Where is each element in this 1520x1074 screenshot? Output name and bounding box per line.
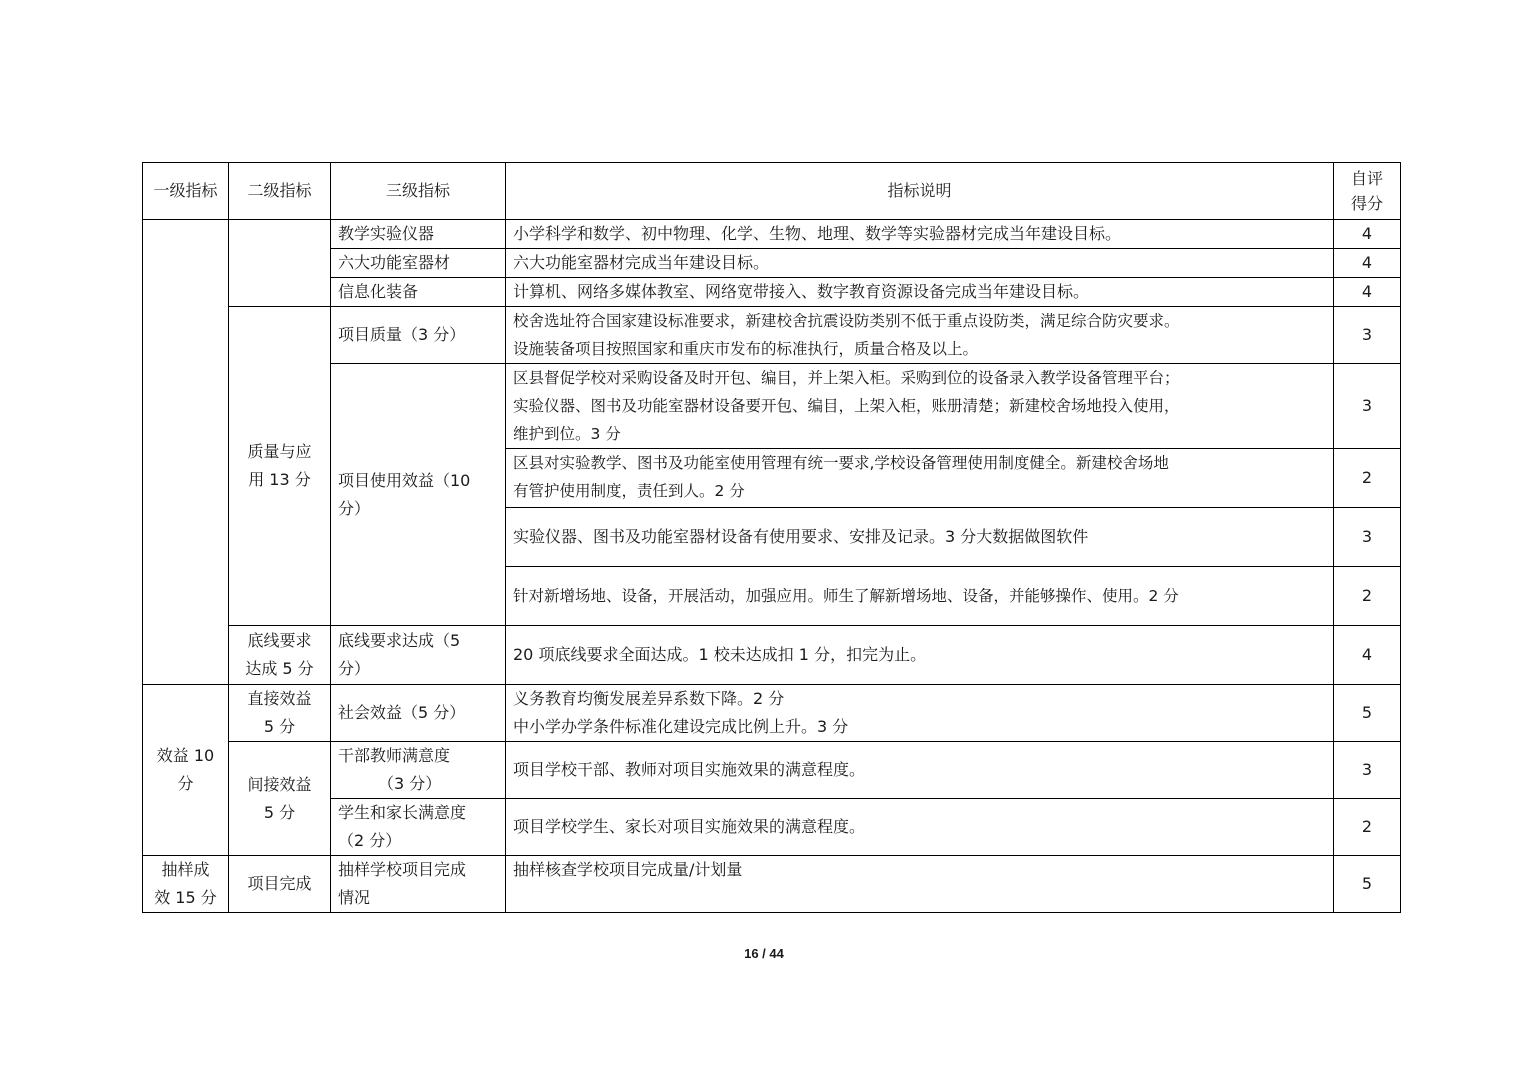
level3-cell: 社会效益（5 分） xyxy=(331,685,506,742)
description-cell: 针对新增场地、设备，开展活动，加强应用。师生了解新增场地、设备，并能够操作、使用。2 分 xyxy=(506,567,1334,626)
score-cell: 2 xyxy=(1334,799,1401,856)
level1-sampling-cell: 抽样成 效 15 分 xyxy=(143,856,229,913)
level3-cell: 底线要求达成（5 分） xyxy=(331,626,506,685)
table-row xyxy=(143,799,1401,856)
level3-usage-cell: 项目使用效益（10 分） xyxy=(331,364,506,626)
description-cell: 抽样核查学校项目完成量/计划量 xyxy=(506,856,1334,913)
page-number: 16 / 44 xyxy=(744,946,784,961)
table-row xyxy=(143,856,1401,913)
header-row xyxy=(143,163,1401,220)
score-cell: 4 xyxy=(1334,626,1401,685)
header-level3: 三级指标 xyxy=(331,163,506,220)
table-row xyxy=(143,278,1401,307)
score-cell: 3 xyxy=(1334,508,1401,567)
level2-cell: 直接效益 5 分 xyxy=(229,685,331,742)
score-cell: 4 xyxy=(1334,278,1401,307)
score-cell: 4 xyxy=(1334,220,1401,249)
level2-quality-cell: 质量与应 用 13 分 xyxy=(229,307,331,626)
level3-cell: 干部教师满意度 （3 分） xyxy=(331,742,506,799)
level3-cell: 教学实验仪器 xyxy=(331,220,506,249)
description-cell: 项目学校学生、家长对项目实施效果的满意程度。 xyxy=(506,799,1334,856)
header-description: 指标说明 xyxy=(506,163,1334,220)
level1-benefit-cell: 效益 10 分 xyxy=(143,685,229,856)
header-level2: 二级指标 xyxy=(229,163,331,220)
score-cell: 4 xyxy=(1334,249,1401,278)
level2-cell: 项目完成 xyxy=(229,856,331,913)
description-cell: 计算机、网络多媒体教室、网络宽带接入、数字教育资源设备完成当年建设目标。 xyxy=(506,278,1334,307)
header-level1: 一级指标 xyxy=(143,163,229,220)
table-row xyxy=(143,307,1401,364)
score-cell: 2 xyxy=(1334,449,1401,508)
table-row xyxy=(143,685,1401,742)
level2-cell-empty xyxy=(229,220,331,307)
score-cell: 5 xyxy=(1334,856,1401,913)
description-cell: 20 项底线要求全面达成。1 校未达成扣 1 分，扣完为止。 xyxy=(506,626,1334,685)
table-row xyxy=(143,220,1401,249)
level1-cell-empty xyxy=(143,220,229,685)
description-cell: 校舍选址符合国家建设标准要求，新建校舍抗震设防类别不低于重点设防类，满足综合防灾要求。 设施装备项目按照国家和重庆市发布的标准执行，质量合格及以上。 xyxy=(506,307,1334,364)
level2-cell: 底线要求 达成 5 分 xyxy=(229,626,331,685)
description-cell: 小学科学和数学、初中物理、化学、生物、地理、数学等实验器材完成当年建设目标。 xyxy=(506,220,1334,249)
score-cell: 3 xyxy=(1334,364,1401,449)
description-cell: 义务教育均衡发展差异系数下降。2 分 中小学办学条件标准化建设完成比例上升。3 分 xyxy=(506,685,1334,742)
score-cell: 3 xyxy=(1334,742,1401,799)
description-cell: 区县对实验教学、图书及功能室使用管理有统一要求,学校设备管理使用制度健全。新建校舍场地 有管护使用制度，责任到人。2 分 xyxy=(506,449,1334,508)
header-score: 自评 得分 xyxy=(1334,163,1401,220)
description-cell: 区县督促学校对采购设备及时开包、编目，并上架入柜。采购到位的设备录入教学设备管理平台； 实验仪器、图书及功能室器材设备要开包、编目，上架入柜，账册清楚；新建校舍场地投入使用， 维护到位。3 分 xyxy=(506,364,1334,449)
level3-cell: 抽样学校项目完成 情况 xyxy=(331,856,506,913)
level3-cell: 学生和家长满意度 （2 分） xyxy=(331,799,506,856)
table-row xyxy=(143,364,1401,449)
score-cell: 2 xyxy=(1334,567,1401,626)
table-row xyxy=(143,626,1401,685)
level2-indirect-cell: 间接效益 5 分 xyxy=(229,742,331,856)
score-cell: 5 xyxy=(1334,685,1401,742)
table-row xyxy=(143,249,1401,278)
description-cell: 实验仪器、图书及功能室器材设备有使用要求、安排及记录。3 分大数据做图软件 xyxy=(506,508,1334,567)
level3-cell: 六大功能室器材 xyxy=(331,249,506,278)
level3-cell: 项目质量（3 分） xyxy=(331,307,506,364)
evaluation-table xyxy=(142,162,1401,913)
description-cell: 项目学校干部、教师对项目实施效果的满意程度。 xyxy=(506,742,1334,799)
table-row xyxy=(143,742,1401,799)
level3-cell: 信息化装备 xyxy=(331,278,506,307)
score-cell: 3 xyxy=(1334,307,1401,364)
description-cell: 六大功能室器材完成当年建设目标。 xyxy=(506,249,1334,278)
